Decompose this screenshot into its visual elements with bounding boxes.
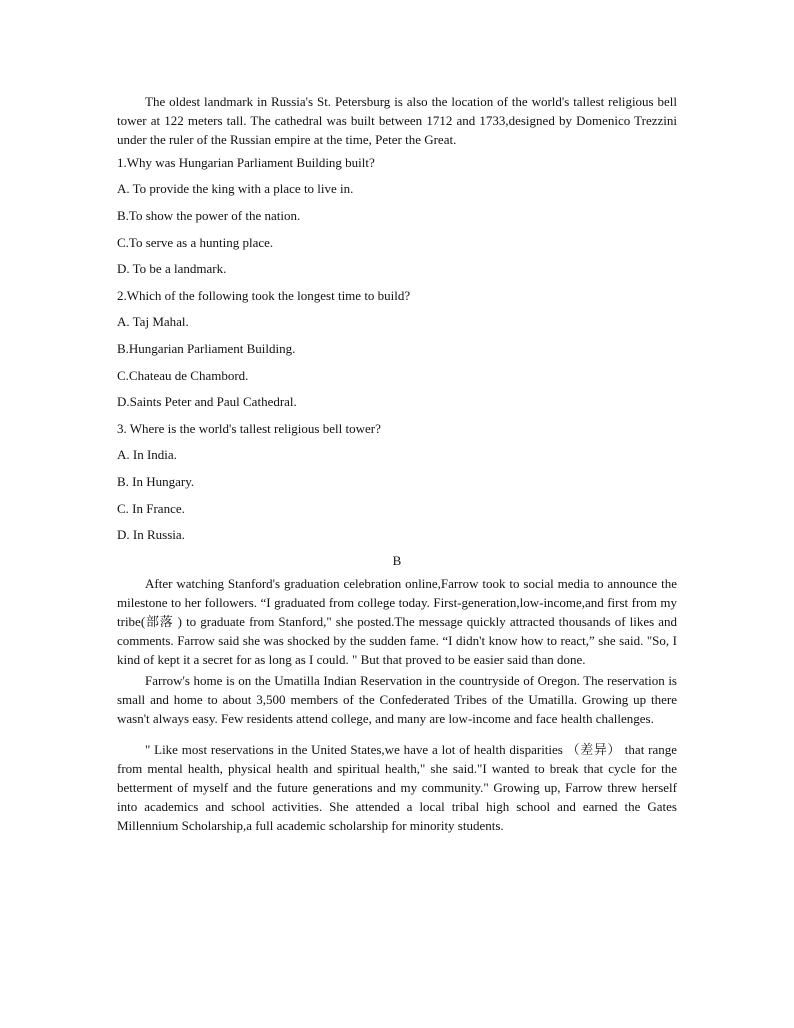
question-option: A. To provide the king with a place to live in. — [117, 181, 354, 197]
question-option: A. In India. — [117, 447, 177, 463]
passage-b-paragraph: Farrow's home is on the Umatilla Indian Reservation in the countryside of Oregon. The reservation is small and home to about 3,500 members of the Confederated Tribes of the Umatilla. Growing up there wasn't always easy. Few residents attend college, and many are low-income and face health challenges. — [117, 672, 677, 726]
question-stem: 2.Which of the following took the longest time to build? — [117, 287, 411, 303]
question-3 — [117, 415, 677, 548]
question-option: B. In Hungary. — [117, 473, 195, 489]
section-b-label: B — [392, 553, 402, 569]
question-stem: 3. Where is the world's tallest religious bell tower? — [117, 420, 381, 436]
question-stem: 1.Why was Hungarian Parliament Building built? — [117, 154, 375, 170]
question-option: B.Hungarian Parliament Building. — [117, 340, 296, 356]
question-1 — [117, 149, 677, 282]
document-page — [117, 92, 677, 835]
question-option: C.Chateau de Chambord. — [117, 367, 249, 383]
question-2 — [117, 282, 677, 415]
question-option: A. Taj Mahal. — [117, 314, 189, 330]
question-option: B.To show the power of the nation. — [117, 207, 301, 223]
question-option: C.To serve as a hunting place. — [117, 234, 274, 250]
passage-b-paragraph: After watching Stanford's graduation celebration online,Farrow took to social media to announce the milestone to her followers. “I graduated from college today. First-generation,low-income,and first from my tribe(部落 ) to graduate from Stanford," she posted.The message quickly attracted thousands of likes and comments. Farrow said she was shocked by the sudden fame. “I didn't know how to react,” she said. "So, I kind of kept it a secret for as long as I could. " But that proved to be easier said than done. — [117, 575, 677, 667]
question-option: D.Saints Peter and Paul Cathedral. — [117, 394, 297, 410]
passage-b-paragraph: " Like most reservations in the United States,we have a lot of health disparities （差异） that range from mental health, physical health and spiritual health," she said."I wanted to break that cycle for the betterment of myself and the future generations and my community." Growing up, Farrow threw herself into academics and school activities. She attended a local tribal high school and earned the Gates Millennium Scholarship,a full academic scholarship for minority students. — [117, 741, 677, 833]
passage-a-paragraph: The oldest landmark in Russia's St. Petersburg is also the location of the world's tallest religious bell tower at 122 meters tall. The cathedral was built between 1712 and 1733,designed by Domenico Trezzini under the ruler of the Russian empire at the time, Peter the Great. — [117, 94, 677, 147]
question-option: D. To be a landmark. — [117, 261, 227, 277]
question-option: D. In Russia. — [117, 527, 185, 543]
question-option: C. In France. — [117, 500, 185, 516]
